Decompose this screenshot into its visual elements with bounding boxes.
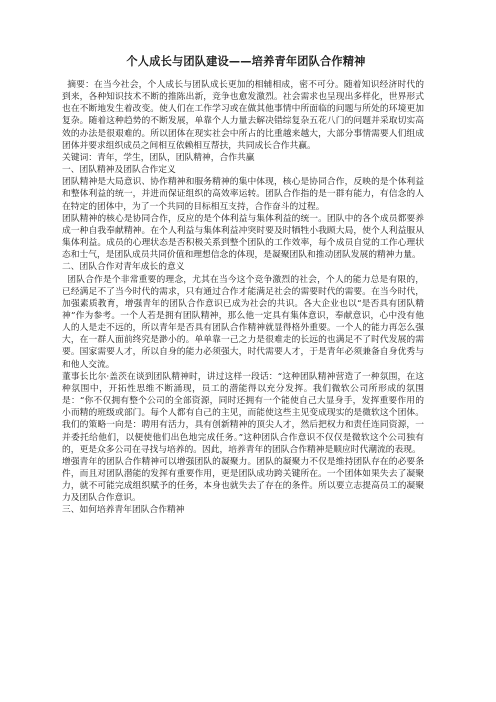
section-heading-2: 二、团队合作对青年成长的意义 <box>62 262 185 273</box>
body-paragraph: 董事长比尔·盖茨在谈到团队精神时，讲过这样一段话：“这种团队精神营造了一种氛围，在这种氛围中，开拓性思维不断涌现，员工的潜能得以充分发挥。我们微软公司所形成的氛围是：“你不仅拥有整个公司的全部资源，同时还拥有一个能使自己大显身手，发挥重要作用的小而精的班级或部门。每个人都有自己的主见，而能使这些主见变成现实的是微软这个团体。我们的策略一向是：聘用有活力，具有创新精神的顶尖人才，然后把权力和责任连同资源，一并委托给他们，以便使他们出色地完成任务。”这种团队合作意识不仅仅是微软这个公司独有的，更是众多公司在寻找与培养的。因此，培养青年的团队合作精神是顺应时代潮流的表现。 <box>62 371 424 455</box>
document-body <box>62 79 424 517</box>
abstract-paragraph: 摘要：在当今社会，个人成长与团队成长更加的相辅相成，密不可分。随着知识经济时代的到来，各种知识技术不断的推陈出新，竞争也愈发激烈。社会需求也呈现出多样化，世界形式也在不断地发生着改变。使人们在工作学习或在做其他事情中所面临的问题与所处的环境更加复杂。随着这种趋势的不断发展，单靠个人力量去解决错综复杂五花八门的问题并采取切实高效的办法是很艰难的。所以团体在现实社会中所占的比重越来越大，大部分事情需要人们组成团体并要求组织成员之间相互依赖相互帮扶，共同成长合作共赢。 <box>62 80 424 151</box>
document-title: 个人成长与团队建设——培养青年团队合作精神 <box>126 55 366 68</box>
body-paragraph: 增强青年的团队合作精神可以增强团队的凝聚力。团队的凝聚力不仅是维持团队存在的必要条件，而且对团队潜能的发挥有重要作用，更是团队成功跨关键所在。一个团体如果失去了凝聚力，就不可能完成组织赋予的任务，本身也就失去了存在的条件。所以要立志提高员工的凝聚力及团队合作意识。 <box>62 456 424 504</box>
keywords-line: 关键词：青年，学生，团队，团队精神，合作共赢 <box>62 152 255 163</box>
body-paragraph: 团队精神是大局意识、协作精神和服务精神的集中体现，核心是协同合作，反映的是个体利益和整体利益的统一，并进而保证组织的高效率运转。团队合作指的是一群有能力，有信念的人在特定的团体中，为了一个共同的目标相互支持，合作奋斗的过程。 <box>62 177 424 212</box>
section-heading-3: 三、如何培养青年团队合作精神 <box>62 505 185 516</box>
section-heading-1: 一、团队精神及团队合作定义 <box>62 165 176 176</box>
body-paragraph: 团队精神的核心是协同合作，反应的是个体利益与集体利益的统一。团队中的各个成员都要养成一种自我奉献精神。在个人利益与集体利益冲突时要及时牺牲小我顾大局，使个人利益服从集体利益。成员的心理状态是否积极关系到整个团队的工作效率，每个成员自觉的工作心理状态和士气，是团队成员共同价值和理想信念的体现，是凝聚团队和推动团队发展的精神力量。 <box>62 213 424 261</box>
body-paragraph: 团队合作是个非常重要的理念，尤其在当今这个竞争激烈的社会，个人的能力总是有限的，已经满足不了当今时代的需求，只有通过合作才能满足社会的需要时代的需要。在当今时代，加强素质教育，增强青年的团队合作意识已成为社会的共识。各大企业也以“是否具有团队精神”作为参考。一个人若是拥有团队精神，那么他一定具有集体意识，奉献意识，心中没有他人的人是走不远的，所以青年是否具有团队合作精神就显得格外重要。一个人的能力再怎么强大，在一群人面前终究是渺小的。单单靠一己之力是很难走的长远的也满足不了时代发展的需要。国家需要人才，所以自身的能力必须强大，时代需要人才，于是青年必须兼备自身优秀与和他人交流。 <box>62 274 424 370</box>
